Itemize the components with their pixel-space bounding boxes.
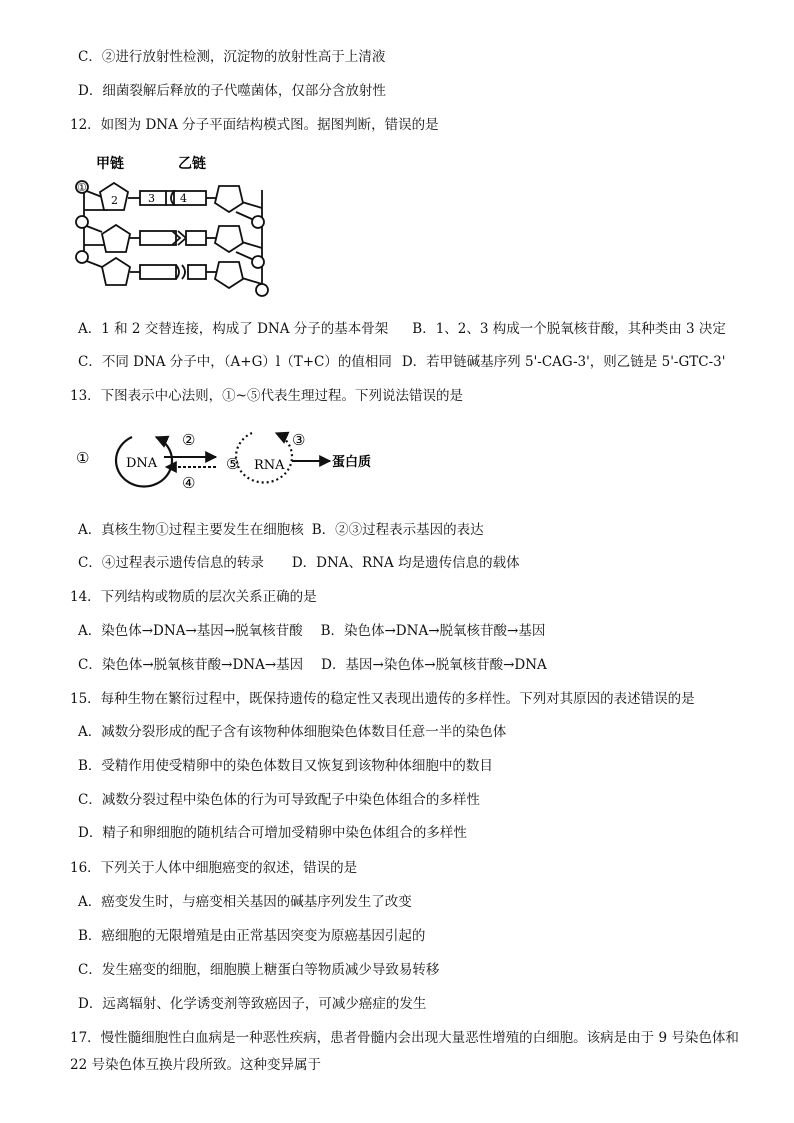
q14-option-d-text: D．基因→染色体→脱氧核苷酸→DNA — [321, 657, 547, 673]
q16-option-a: A．癌变发生时，与癌变相关基因的碱基序列发生了改变 — [78, 894, 412, 910]
q14-stem: 14．下列结构或物质的层次关系正确的是 — [70, 589, 317, 605]
q15-option-b: B．受精作用使受精卵中的染色体数目又恢复到该物种体细胞中的数目 — [78, 758, 493, 774]
q17-stem-line2: 22 号染色体互换片段所致。这种变异属于 — [70, 1057, 321, 1073]
q14-option-a-text: A．染色体→DNA→基因→脱氧核苷酸 — [78, 623, 303, 639]
q17-stem-line1: 17．慢性髓细胞性白血病是一种恶性疾病，患者骨髓内会出现大量恶性增殖的白细胞。该病是由于 9 号染色体和 — [70, 1030, 739, 1046]
q14-option-c-text: C．染色体→脱氧核苷酸→DNA→基因 — [78, 657, 304, 673]
q16-option-c: C．发生癌变的细胞，细胞膜上糖蛋白等物质减少导致易转移 — [78, 962, 440, 978]
process-4-label: ④ — [182, 474, 196, 492]
q13-option-c-text: C．④过程表示遗传信息的转录 — [78, 555, 264, 571]
q11-option-d: D．细菌裂解后释放的子代噬菌体，仅部分含放射性 — [78, 83, 386, 99]
q12-stem: 12．如图为 DNA 分子平面结构模式图。据图判断，错误的是 — [70, 117, 439, 133]
dna-structure-diagram — [74, 150, 274, 300]
q13-option-b-text: B．②③过程表示基因的表达 — [311, 522, 484, 538]
strand-b-label: 乙链 — [178, 156, 206, 172]
label-3: 3 — [148, 192, 155, 205]
protein-label: 蛋白质 — [332, 455, 372, 470]
process-2-label: ② — [182, 431, 196, 449]
label-1: ① — [77, 181, 87, 194]
dna-label: DNA — [126, 456, 158, 471]
strand-a-label: 甲链 — [96, 156, 124, 172]
q14-option-ab — [78, 621, 545, 641]
label-2: 2 — [111, 194, 118, 207]
q11-option-c: C．②进行放射性检测，沉淀物的放射性高于上清液 — [78, 49, 386, 65]
q12-option-b-text: B．1、2、3 构成一个脱氧核苷酸，其种类由 3 决定 — [412, 321, 726, 337]
q12-option-a-text: A．1 和 2 交替连接，构成了 DNA 分子的基本骨架 — [78, 321, 389, 337]
q16-stem: 16．下列关于人体中细胞癌变的叙述，错误的是 — [70, 860, 358, 876]
q15-option-d: D．精子和卵细胞的随机结合可增加受精卵中染色体组合的多样性 — [78, 825, 467, 841]
q12-option-a — [78, 319, 726, 339]
label-4: 4 — [180, 192, 187, 205]
q13-option-ab — [78, 520, 484, 540]
q15-option-c: C．减数分裂过程中染色体的行为可导致配子中染色体组合的多样性 — [78, 792, 480, 808]
q12-option-c-text: C．不同 DNA 分子中，（A+G）l（T+C）的值相同 — [78, 354, 392, 370]
process-5-label: ⑤ — [226, 455, 240, 473]
process-3-label: ③ — [292, 431, 306, 449]
q13-option-a-text: A．真核生物①过程主要发生在细胞核 — [78, 522, 304, 538]
central-dogma-diagram — [70, 425, 390, 495]
q12-option-d-text: D．若甲链碱基序列 5'-CAG-3'，则乙链是 5'-GTC-3' — [401, 354, 726, 370]
rna-label: RNA — [254, 458, 285, 473]
q16-option-b: B．癌细胞的无限增殖是由正常基因突变为原癌基因引起的 — [78, 928, 426, 944]
q13-stem: 13．下图表示中心法则，①~⑤代表生理过程。下列说法错误的是 — [70, 388, 463, 404]
q12-option-c — [78, 352, 725, 372]
q15-option-a: A．减数分裂形成的配子含有该物种体细胞染色体数目任意一半的染色体 — [78, 724, 507, 740]
process-1-label: ① — [76, 449, 90, 467]
q14-option-cd — [78, 655, 547, 675]
q15-stem: 15．每种生物在繁衍过程中，既保持遗传的稳定性又表现出遗传的多样性。下列对其原因的表述错误的是 — [70, 691, 695, 707]
q13-option-cd — [78, 553, 520, 573]
q13-option-d-text: D．DNA、RNA 均是遗传信息的载体 — [291, 555, 520, 571]
q16-option-d: D．远离辐射、化学诱变剂等致癌因子，可减少癌症的发生 — [78, 996, 427, 1012]
q14-option-b-text: B．染色体→DNA→脱氧核苷酸→基因 — [320, 623, 546, 639]
